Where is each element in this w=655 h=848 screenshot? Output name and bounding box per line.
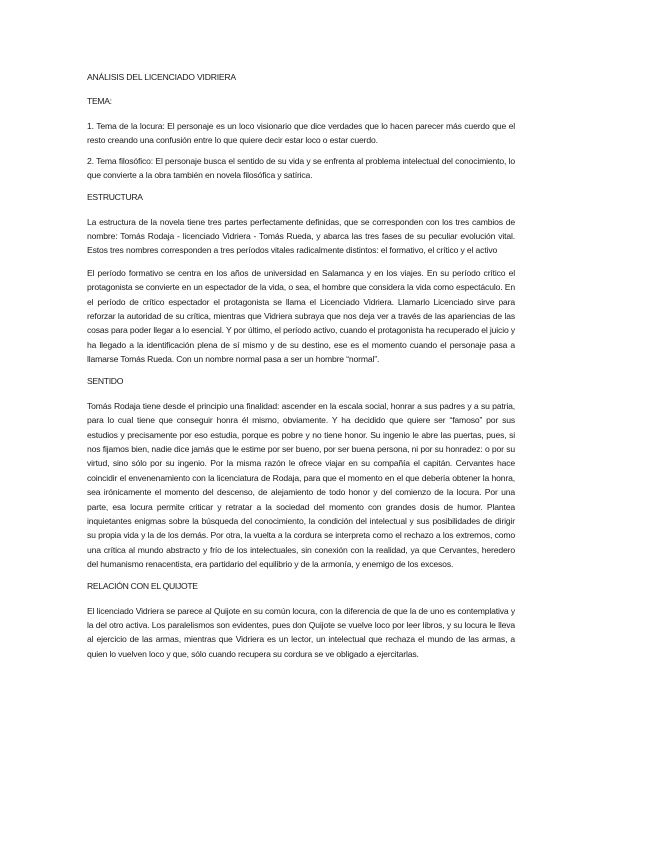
sentido-paragraph-1: Tomás Rodaja tiene desde el principio una finalidad: ascender en la escala social, honrar a sus padres y a su patria, para lo cual tiene que conseguir honra él mismo, obviamente. Y ha decidido que quiere ser “famoso” por sus estudios y precisamente por eso estudia, porque es pobre y no tiene honor. Su ingenio le abre las puertas, pues, si nos fijamos bien, nadie dice jamás que le estime por ser bueno, por ser buena persona, ni por su honradez: o por su virtud, sino sólo por su ingenio. Por la misma razón le ofrece viajar en su compañía el capitán. Cervantes hace coincidir el envenenamiento con la licenciatura de Rodaja, para que el momento en el que debería obtener la honra, sea irónicamente el momento del descenso, de alejamiento de todo honor y del comienzo de la locura. Por una parte, esa locura permite criticar y retratar a la sociedad del momento con grandes dosis de humor. Plantea inquietantes enigmas sobre la búsqueda del conocimiento, la condición del intelectual y sus posibilidades de dirigir su propia vida y la de los demás. Por otra, la vuelta a la cordura se interpreta como el rechazo a los extremos, como una crítica al mundo abstracto y frío de los intelectuales, sin conexión con la realidad, ya que Cervantes, heredero del humanismo renacentista, era partidario del equilibrio y de la armonía, y enemigo de los excesos.: [87, 400, 515, 570]
relacion-heading: RELACIÓN CON EL QUIJOTE: [87, 580, 198, 591]
estructura-heading: ESTRUCTURA: [87, 191, 143, 202]
tema-paragraph-2: 2. Tema filosófico: El personaje busca el sentido de su vida y se enfrenta al problema intelectual del conocimiento, lo que convierte a la obra también en novela filosófica y satírica.: [87, 155, 515, 181]
sentido-heading: SENTIDO: [87, 375, 124, 386]
tema-heading: TEMA:: [87, 96, 112, 106]
estructura-paragraph-1: La estructura de la novela tiene tres partes perfectamente definidas, que se corresponden con los tres cambios de nombre: Tomás Rodaja - licenciado Vidriera - Tomás Rueda, y abarca las tres fases de su peculiar evolución vital. Estos tres nombres corresponden a tres períodos vitales radicalmente distintos: el formativo, el crítico y el activo: [87, 216, 515, 256]
estructura-paragraph-2: El período formativo se centra en los años de universidad en Salamanca y en los viajes. En su período crítico el protagonista se convierte en un espectador de la vida, o sea, el hombre que considera la vida como espectáculo. En el período de crítico espectador el protagonista se llama el Licenciado Vidriera. Llamarlo Licenciado sirve para reforzar la autoridad de su crítica, mientras que Vidriera subraya que nos deja ver a través de las apariencias de las cosas para poder llegar a lo esencial. Y por último, el período activo, cuando el protagonista ha recuperado el juicio y ha llegado a la identificación plena de sí mismo y de su destino, ese es el momento cuando el personaje pasa a llamarse Tomás Rueda. Con un nombre normal pasa a ser un hombre “normal”.: [87, 267, 515, 365]
tema-paragraph-1: 1. Tema de la locura: El personaje es un loco visionario que dice verdades que lo hacen parecer más cuerdo que el resto creando una confusión entre lo que quiere decir estar loco o estar cuerdo.: [87, 121, 515, 146]
document-title: ANÁLISIS DEL LICENCIADO VIDRIERA: [87, 72, 236, 82]
relacion-paragraph-1: El licenciado Vidriera se parece al Quijote en su común locura, con la diferencia de que la de uno es contemplativa y la del otro activa. Los paralelismos son evidentes, pues don Quijote se vuelve loco por leer libros, y su locura le lleva al ejercicio de las armas, mientras que Vidriera es un lector, un intelectual que rechaza el mundo de las armas, a quien lo vuelven loco y que, sólo cuando recupera su cordura se ve obligado a ejercitarlas.: [87, 605, 515, 659]
